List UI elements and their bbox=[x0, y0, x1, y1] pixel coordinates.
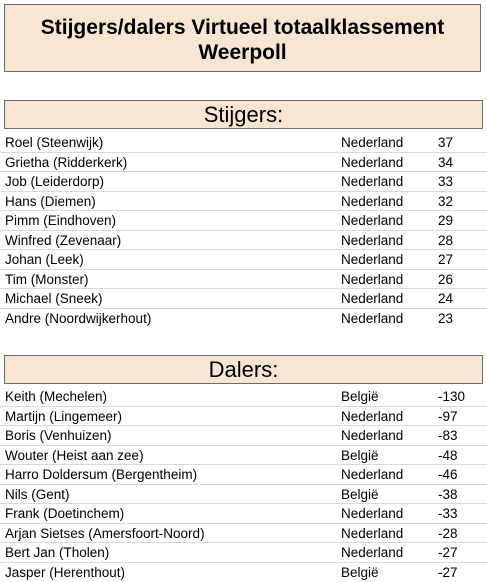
player-country: België bbox=[341, 564, 379, 580]
player-name: Jasper (Herenthout) bbox=[5, 564, 126, 580]
player-score: 37 bbox=[438, 135, 454, 150]
table-row bbox=[0, 231, 487, 251]
player-country: Nederland bbox=[341, 135, 404, 150]
player-country: Nederland bbox=[341, 525, 404, 541]
player-score: -97 bbox=[438, 408, 458, 424]
player-country: Nederland bbox=[341, 252, 404, 267]
player-score: -130 bbox=[438, 389, 466, 404]
player-score: 23 bbox=[438, 310, 454, 326]
player-country: Nederland bbox=[341, 193, 404, 209]
player-country: Nederland bbox=[341, 467, 404, 482]
page-subtitle: Weerpoll bbox=[198, 41, 287, 64]
player-country: Nederland bbox=[341, 154, 404, 170]
fallers-heading: Dalers: bbox=[4, 355, 483, 384]
table-row bbox=[0, 172, 487, 192]
player-country: België bbox=[341, 447, 379, 463]
player-name: Keith (Mechelen) bbox=[5, 389, 108, 404]
player-score: -83 bbox=[438, 428, 458, 443]
player-country: Nederland bbox=[341, 408, 404, 424]
table-row bbox=[0, 153, 487, 173]
player-name: Tim (Monster) bbox=[5, 271, 89, 287]
player-name: Winfred (Zevenaar) bbox=[5, 232, 122, 248]
table-row bbox=[0, 485, 487, 505]
player-name: Bert Jan (Tholen) bbox=[5, 545, 110, 560]
table-row bbox=[0, 289, 487, 309]
player-country: Nederland bbox=[341, 232, 404, 248]
player-score: 26 bbox=[438, 271, 454, 287]
player-score: -27 bbox=[438, 545, 458, 560]
player-country: Nederland bbox=[341, 213, 404, 228]
player-name: Wouter (Heist aan zee) bbox=[5, 447, 144, 463]
table-row bbox=[0, 446, 487, 466]
player-country: Nederland bbox=[341, 545, 404, 560]
player-score: 32 bbox=[438, 193, 454, 209]
player-name: Martijn (Lingemeer) bbox=[5, 408, 123, 424]
player-name: Boris (Venhuizen) bbox=[5, 428, 112, 443]
player-score: 28 bbox=[438, 232, 454, 248]
player-name: Pimm (Eindhoven) bbox=[5, 213, 117, 228]
player-name: Nils (Gent) bbox=[5, 486, 70, 502]
player-country: België bbox=[341, 389, 379, 404]
player-name: Hans (Diemen) bbox=[5, 193, 96, 209]
risers-heading: Stijgers: bbox=[4, 100, 483, 129]
player-score: 34 bbox=[438, 154, 454, 170]
player-score: -28 bbox=[438, 525, 458, 541]
player-score: -33 bbox=[438, 506, 458, 521]
table-row bbox=[0, 387, 487, 407]
table-row bbox=[0, 309, 487, 329]
player-country: Nederland bbox=[341, 428, 404, 443]
player-score: 24 bbox=[438, 291, 454, 306]
table-row bbox=[0, 563, 487, 582]
player-name: Michael (Sneek) bbox=[5, 291, 103, 306]
player-score: -48 bbox=[438, 447, 458, 463]
table-row bbox=[0, 250, 487, 270]
player-score: -27 bbox=[438, 564, 458, 580]
player-name: Frank (Doetinchem) bbox=[5, 506, 125, 521]
player-name: Arjan Sietses (Amersfoort-Noord) bbox=[5, 525, 205, 541]
page-title: Stijgers/dalers Virtueel totaalklassement bbox=[40, 16, 445, 39]
player-score: -38 bbox=[438, 486, 458, 502]
table-row bbox=[0, 524, 487, 544]
table-row bbox=[0, 192, 487, 212]
player-name: Roel (Steenwijk) bbox=[5, 135, 104, 150]
player-score: 27 bbox=[438, 252, 454, 267]
table-row bbox=[0, 543, 487, 563]
table-row bbox=[0, 465, 487, 485]
player-country: België bbox=[341, 486, 379, 502]
player-country: Nederland bbox=[341, 174, 404, 189]
table-row bbox=[0, 504, 487, 524]
player-score: 33 bbox=[438, 174, 454, 189]
table-row bbox=[0, 133, 487, 153]
player-name: Andre (Noordwijkerhout) bbox=[5, 310, 152, 326]
player-country: Nederland bbox=[341, 310, 404, 326]
player-name: Johan (Leek) bbox=[5, 252, 84, 267]
table-row bbox=[0, 211, 487, 231]
player-country: Nederland bbox=[341, 506, 404, 521]
table-row bbox=[0, 270, 487, 290]
player-country: Nederland bbox=[341, 271, 404, 287]
table-row bbox=[0, 407, 487, 427]
player-country: Nederland bbox=[341, 291, 404, 306]
table-row bbox=[0, 426, 487, 446]
risers-table bbox=[0, 133, 487, 328]
player-name: Harro Doldersum (Bergentheim) bbox=[5, 467, 198, 482]
fallers-table bbox=[0, 387, 487, 582]
player-name: Job (Leiderdorp) bbox=[5, 174, 105, 189]
player-name: Grietha (Ridderkerk) bbox=[5, 154, 128, 170]
player-score: 29 bbox=[438, 213, 454, 228]
player-score: -46 bbox=[438, 467, 458, 482]
page-title-box bbox=[4, 4, 481, 72]
